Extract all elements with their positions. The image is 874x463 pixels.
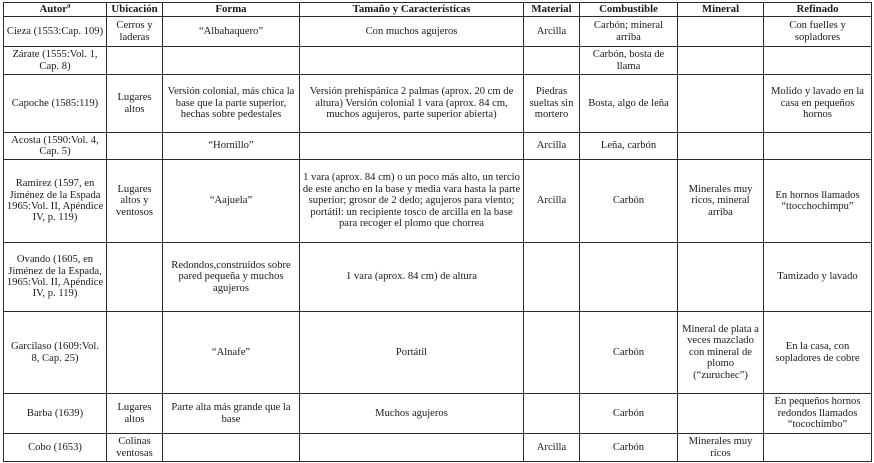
- cell-mineral: [678, 17, 764, 47]
- cell-ubicacion: [107, 47, 163, 75]
- cell-forma: “Alnafe”: [163, 312, 300, 394]
- header-autor: Autor$^a$: [4, 3, 107, 17]
- table-row: [4, 75, 872, 133]
- cell-ubicacion: Lugares altos y ventosos: [107, 160, 163, 243]
- cell-forma: Redondos,construidos sobre pared pequeña y muchos agujeros: [163, 243, 300, 312]
- cell-refinado: En la casa, con sopladores de cobre: [764, 312, 872, 394]
- header-refinado: Refinado: [764, 3, 872, 17]
- historical-furnace-table: [3, 2, 872, 462]
- cell-autor: Garcilaso (1609:Vol. 8, Cap. 25): [4, 312, 107, 394]
- cell-material: [524, 394, 580, 434]
- header-combustible: Combustible: [580, 3, 678, 17]
- cell-refinado: En hornos llamados “ttocchochimpu”: [764, 160, 872, 243]
- cell-autor: Cieza (1553:Cap. 109): [4, 17, 107, 47]
- cell-tamano: [300, 434, 524, 462]
- cell-material: Arcilla: [524, 160, 580, 243]
- cell-tamano: Con muchos agujeros: [300, 17, 524, 47]
- cell-autor: Barba (1639): [4, 394, 107, 434]
- header-forma: Forma: [163, 3, 300, 17]
- cell-tamano: Versión prehispánica 2 palmas (aprox. 20 cm de altura) Versión colonial 1 vara (aprox. 84 cm, muchos agujeros, parte superior abierta): [300, 75, 524, 133]
- cell-tamano: [300, 133, 524, 160]
- cell-material: [524, 243, 580, 312]
- cell-tamano: Portátil: [300, 312, 524, 394]
- cell-mineral: Minerales muy ricos: [678, 434, 764, 462]
- cell-mineral: [678, 243, 764, 312]
- cell-forma: “Hornillo”: [163, 133, 300, 160]
- header-tamano: Tamaño y Características: [300, 3, 524, 17]
- cell-tamano: 1 vara (aprox. 84 cm) o un poco más alto, un tercio de este ancho en la base y media vara hasta la parte superior; grosor de 2 dedo; agujeros para viento; portátil: un recipiente tosco de arcilla en la base para recoger el plomo que chorrea: [300, 160, 524, 243]
- table-row: [4, 160, 872, 243]
- cell-combustible: Bosta, algo de leña: [580, 75, 678, 133]
- cell-mineral: Minerales muy ricos, mineral arriba: [678, 160, 764, 243]
- cell-material: Arcilla: [524, 133, 580, 160]
- cell-ubicacion: [107, 243, 163, 312]
- table-row: [4, 394, 872, 434]
- cell-autor: Acosta (1590:Vol. 4, Cap. 5): [4, 133, 107, 160]
- cell-mineral: Mineral de plata a veces mazclado con mineral de plomo (“zuruchec”): [678, 312, 764, 394]
- cell-autor: Cobo (1653): [4, 434, 107, 462]
- cell-refinado: Con fuelles y sopladores: [764, 17, 872, 47]
- cell-refinado: [764, 133, 872, 160]
- cell-forma: Parte alta más grande que la base: [163, 394, 300, 434]
- cell-combustible: Carbón: [580, 434, 678, 462]
- cell-material: Arcilla: [524, 17, 580, 47]
- cell-material: Arcilla: [524, 434, 580, 462]
- cell-refinado: Molido y lavado en la casa en pequeños hornos: [764, 75, 872, 133]
- cell-combustible: Carbón: [580, 160, 678, 243]
- cell-autor: Zárate (1555:Vol. 1, Cap. 8): [4, 47, 107, 75]
- header-material: Material: [524, 3, 580, 17]
- cell-refinado: [764, 434, 872, 462]
- cell-material: [524, 312, 580, 394]
- cell-ubicacion: Colinas ventosas: [107, 434, 163, 462]
- header-mineral: Mineral: [678, 3, 764, 17]
- cell-forma: “Aajuela”: [163, 160, 300, 243]
- header-autor-footnote: a: [67, 2, 71, 10]
- cell-mineral: [678, 47, 764, 75]
- cell-combustible: Carbón: [580, 394, 678, 434]
- cell-autor: Capoche (1585:119): [4, 75, 107, 133]
- cell-combustible: Carbón, bosta de llama: [580, 47, 678, 75]
- cell-refinado: En pequeños hornos redondos llamados “tocochimbo”: [764, 394, 872, 434]
- table-row: [4, 47, 872, 75]
- table-row: [4, 434, 872, 462]
- cell-ubicacion: Cerros y laderas: [107, 17, 163, 47]
- cell-forma: “Albahaquero”: [163, 17, 300, 47]
- cell-mineral: [678, 75, 764, 133]
- table-row: [4, 243, 872, 312]
- cell-combustible: Leña, carbón: [580, 133, 678, 160]
- cell-autor: Ovando (1605, en Jiménez de la Espada, 1965:Vol. II, Apéndice IV, p. 119): [4, 243, 107, 312]
- cell-forma: Versión colonial, más chica la base que la parte superior, hechas sobre pedestales: [163, 75, 300, 133]
- cell-ubicacion: Lugares altos: [107, 394, 163, 434]
- cell-mineral: [678, 394, 764, 434]
- cell-material: Piedras sueltas sin mortero: [524, 75, 580, 133]
- cell-ubicacion: [107, 133, 163, 160]
- cell-forma: [163, 434, 300, 462]
- cell-refinado: Tamizado y lavado: [764, 243, 872, 312]
- header-ubicacion: Ubicación: [107, 3, 163, 17]
- cell-material: [524, 47, 580, 75]
- cell-tamano: [300, 47, 524, 75]
- cell-ubicacion: Lugares altos: [107, 75, 163, 133]
- table-row: [4, 17, 872, 47]
- cell-refinado: [764, 47, 872, 75]
- cell-tamano: Muchos agujeros: [300, 394, 524, 434]
- cell-mineral: [678, 133, 764, 160]
- cell-combustible: Carbón: [580, 312, 678, 394]
- cell-autor: Ramírez (1597, en Jiménez de la Espada 1965:Vol. II, Apéndice IV, p. 119): [4, 160, 107, 243]
- table-row: [4, 133, 872, 160]
- cell-combustible: [580, 243, 678, 312]
- cell-ubicacion: [107, 312, 163, 394]
- cell-combustible: Carbón; mineral arriba: [580, 17, 678, 47]
- cell-forma: [163, 47, 300, 75]
- cell-tamano: 1 vara (aprox. 84 cm) de altura: [300, 243, 524, 312]
- table-row: [4, 312, 872, 394]
- header-row: [4, 3, 872, 17]
